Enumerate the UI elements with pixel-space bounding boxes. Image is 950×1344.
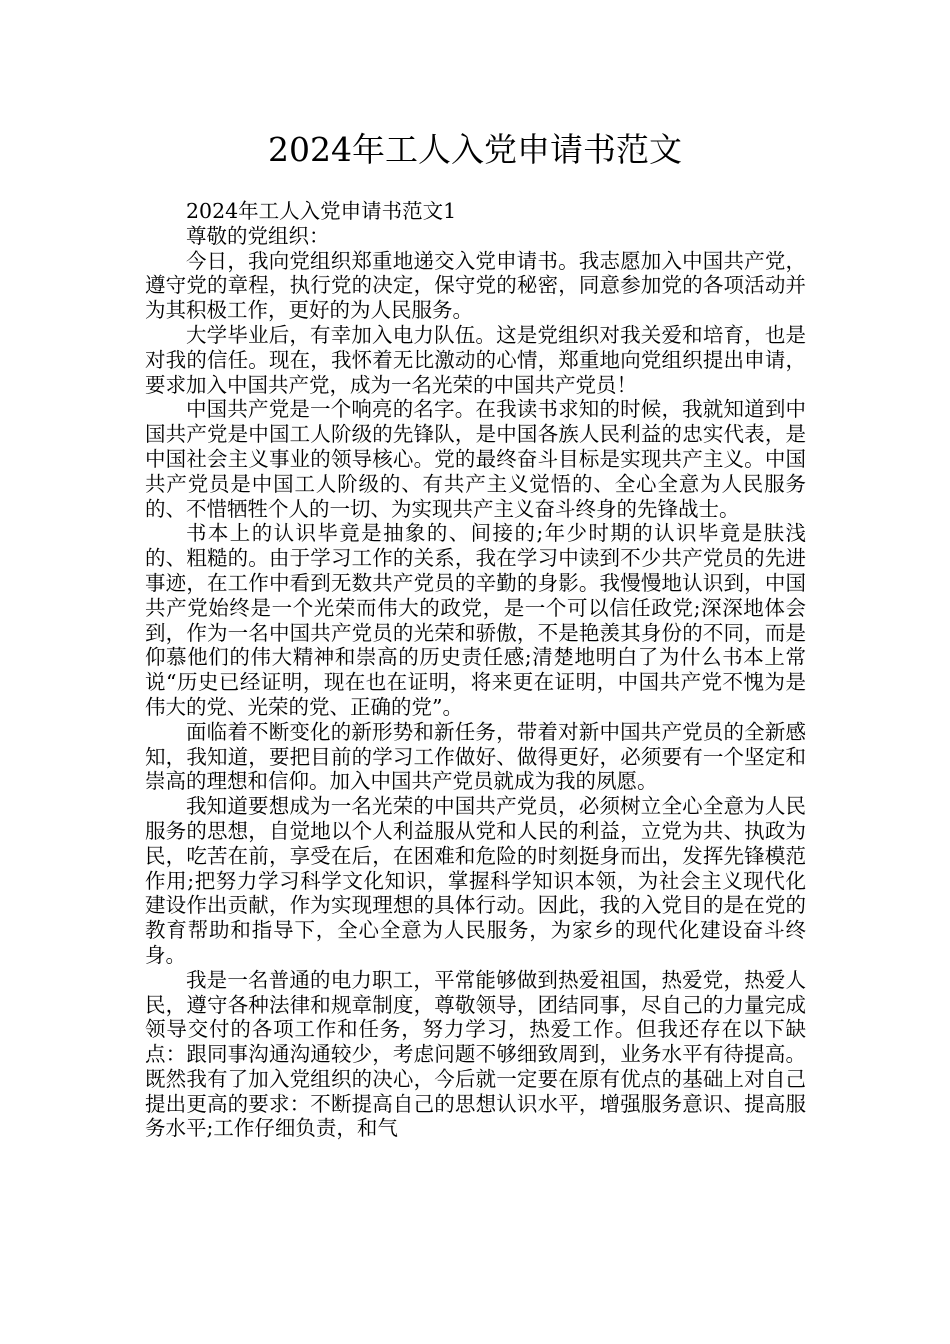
- paragraph-heading: 2024年工人入党申请书范文1: [186, 199, 457, 223]
- paragraph: 今日，我向党组织郑重地递交入党申请书。我志愿加入中国共产党，遵守党的章程，执行党的决定，保守党的秘密，同意参加党的各项活动并为其积极工作，更好的为人民服务。: [145, 248, 806, 323]
- paragraph: 书本上的认识毕竟是抽象的、间接的;年少时期的认识毕竟是肤浅的、粗糙的。由于学习工作的关系，我在学习中读到不少共产党员的先进事迹，在工作中看到无数共产党员的辛勤的身影。我慢慢地认识到，中国共产党始终是一个光荣而伟大的政党，是一个可以信任政党;深深地体会到，作为一名中国共产党员的光荣和骄傲，不是艳羡其身份的不同，而是仰慕他们的伟大精神和崇高的历史责任感;清楚地明白了为什么书本上常说“历史已经证明，现在也在证明，将来更在证明，中国共产党不愧为是伟大的党、光荣的党、正确的党”。: [145, 521, 806, 719]
- document-body: [145, 199, 806, 1141]
- paragraph: 中国共产党是一个响亮的名字。在我读书求知的时候，我就知道到中国共产党是中国工人阶级的先锋队，是中国各族人民利益的忠实代表，是中国社会主义事业的领导核心。党的最终奋斗目标是实现共产主义。中国共产党员是中国工人阶级的、有共产主义觉悟的、全心全意为人民服务的、不惜牺牲个人的一切、为实现共产主义奋斗终身的先锋战士。: [145, 397, 806, 521]
- paragraph: 我是一名普通的电力职工，平常能够做到热爱祖国，热爱党，热爱人民，遵守各种法律和规章制度，尊敬领导，团结同事，尽自己的力量完成领导交付的各项工作和任务，努力学习，热爱工作。但我还存在以下缺点：跟同事沟通沟通较少，考虑问题不够细致周到，业务水平有待提高。既然我有了加入党组织的决心，今后就一定要在原有优点的基础上对自己提出更高的要求：不断提高自己的思想认识水平，增强服务意识、提高服务水平;工作仔细负责，和气: [145, 967, 806, 1141]
- paragraph-salutation: 尊敬的党组织：: [186, 223, 330, 248]
- document-title: 2024年工人入党申请书范文: [268, 130, 682, 169]
- paragraph: 大学毕业后，有幸加入电力队伍。这是党组织对我关爱和培育，也是对我的信任。现在，我怀着无比激动的心情，郑重地向党组织提出申请，要求加入中国共产党，成为一名光荣的中国共产党员！: [145, 322, 806, 397]
- paragraph: 面临着不断变化的新形势和新任务，带着对新中国共产党员的全新感知，我知道，要把目前的学习工作做好、做得更好，必须要有一个坚定和崇高的理想和信仰。加入中国共产党员就成为我的夙愿。: [145, 719, 806, 794]
- paragraph: 我知道要想成为一名光荣的中国共产党员，必须树立全心全意为人民服务的思想，自觉地以个人利益服从党和人民的利益，立党为共、执政为民，吃苦在前，享受在后，在困难和危险的时刻挺身而出，发挥先锋模范作用;把努力学习科学文化知识，掌握科学知识本领，为社会主义现代化建设作出贡献，作为实现理想的具体行动。因此，我的入党目的是在党的教育帮助和指导下，全心全意为人民服务，为家乡的现代化建设奋斗终身。: [145, 794, 806, 967]
